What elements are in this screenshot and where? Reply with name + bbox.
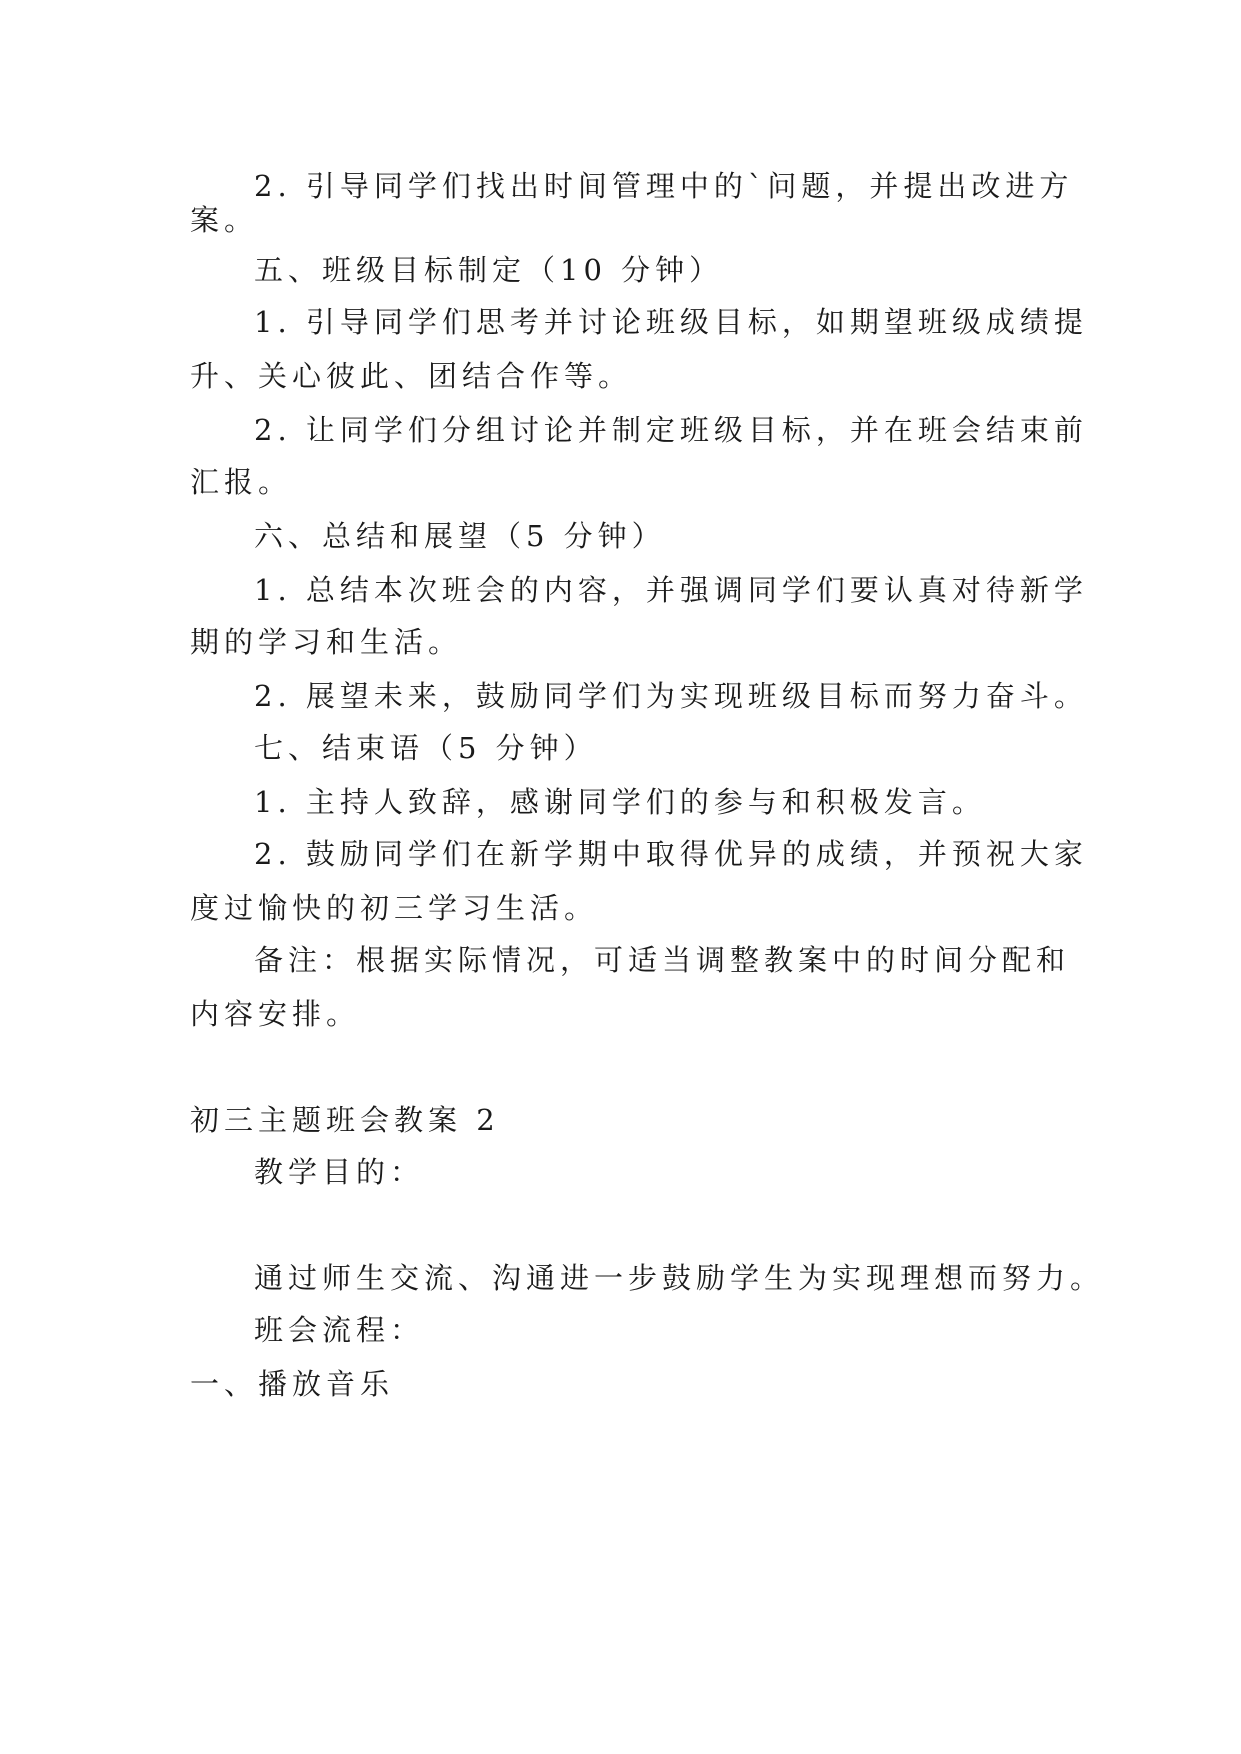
section-heading: 六、总结和展望（5 分钟）: [254, 519, 666, 553]
text-line: 备注：根据实际情况，可适当调整教案中的时间分配和: [254, 943, 1071, 977]
section-heading: 五、班级目标制定（10 分钟）: [254, 253, 724, 287]
text-line: 1. 主持人致辞，感谢同学们的参与和积极发言。: [254, 785, 986, 819]
text-line: 1. 引导同学们思考并讨论班级目标，如期望班级成绩提: [254, 305, 1088, 339]
section-heading: 班会流程：: [254, 1313, 425, 1347]
text-line: 案。: [190, 203, 259, 237]
text-line: 2. 展望未来，鼓励同学们为实现班级目标而努力奋斗。: [254, 679, 1088, 713]
text-line: 1. 总结本次班会的内容，并强调同学们要认真对待新学: [254, 573, 1088, 607]
text-line: 期的学习和生活。: [190, 625, 463, 659]
text-line: 汇报。: [190, 465, 293, 499]
section-heading: 七、结束语（5 分钟）: [254, 731, 598, 765]
text-line: 内容安排。: [190, 997, 361, 1031]
section-heading: 教学目的：: [254, 1155, 425, 1189]
section-heading: 一、播放音乐: [190, 1367, 395, 1401]
text-line: 通过师生交流、沟通进一步鼓励学生为实现理想而努力。: [254, 1261, 1105, 1295]
text-line: 度过愉快的初三学习生活。: [190, 891, 599, 925]
doc-title: 初三主题班会教案 2: [190, 1103, 500, 1137]
text-line: 升、关心彼此、团结合作等。: [190, 359, 633, 393]
text-line: 2. 引导同学们找出时间管理中的`问题，并提出改进方: [254, 169, 1074, 203]
text-line: 2. 鼓励同学们在新学期中取得优异的成绩，并预祝大家: [254, 837, 1088, 871]
text-line: 2. 让同学们分组讨论并制定班级目标，并在班会结束前: [254, 413, 1088, 447]
